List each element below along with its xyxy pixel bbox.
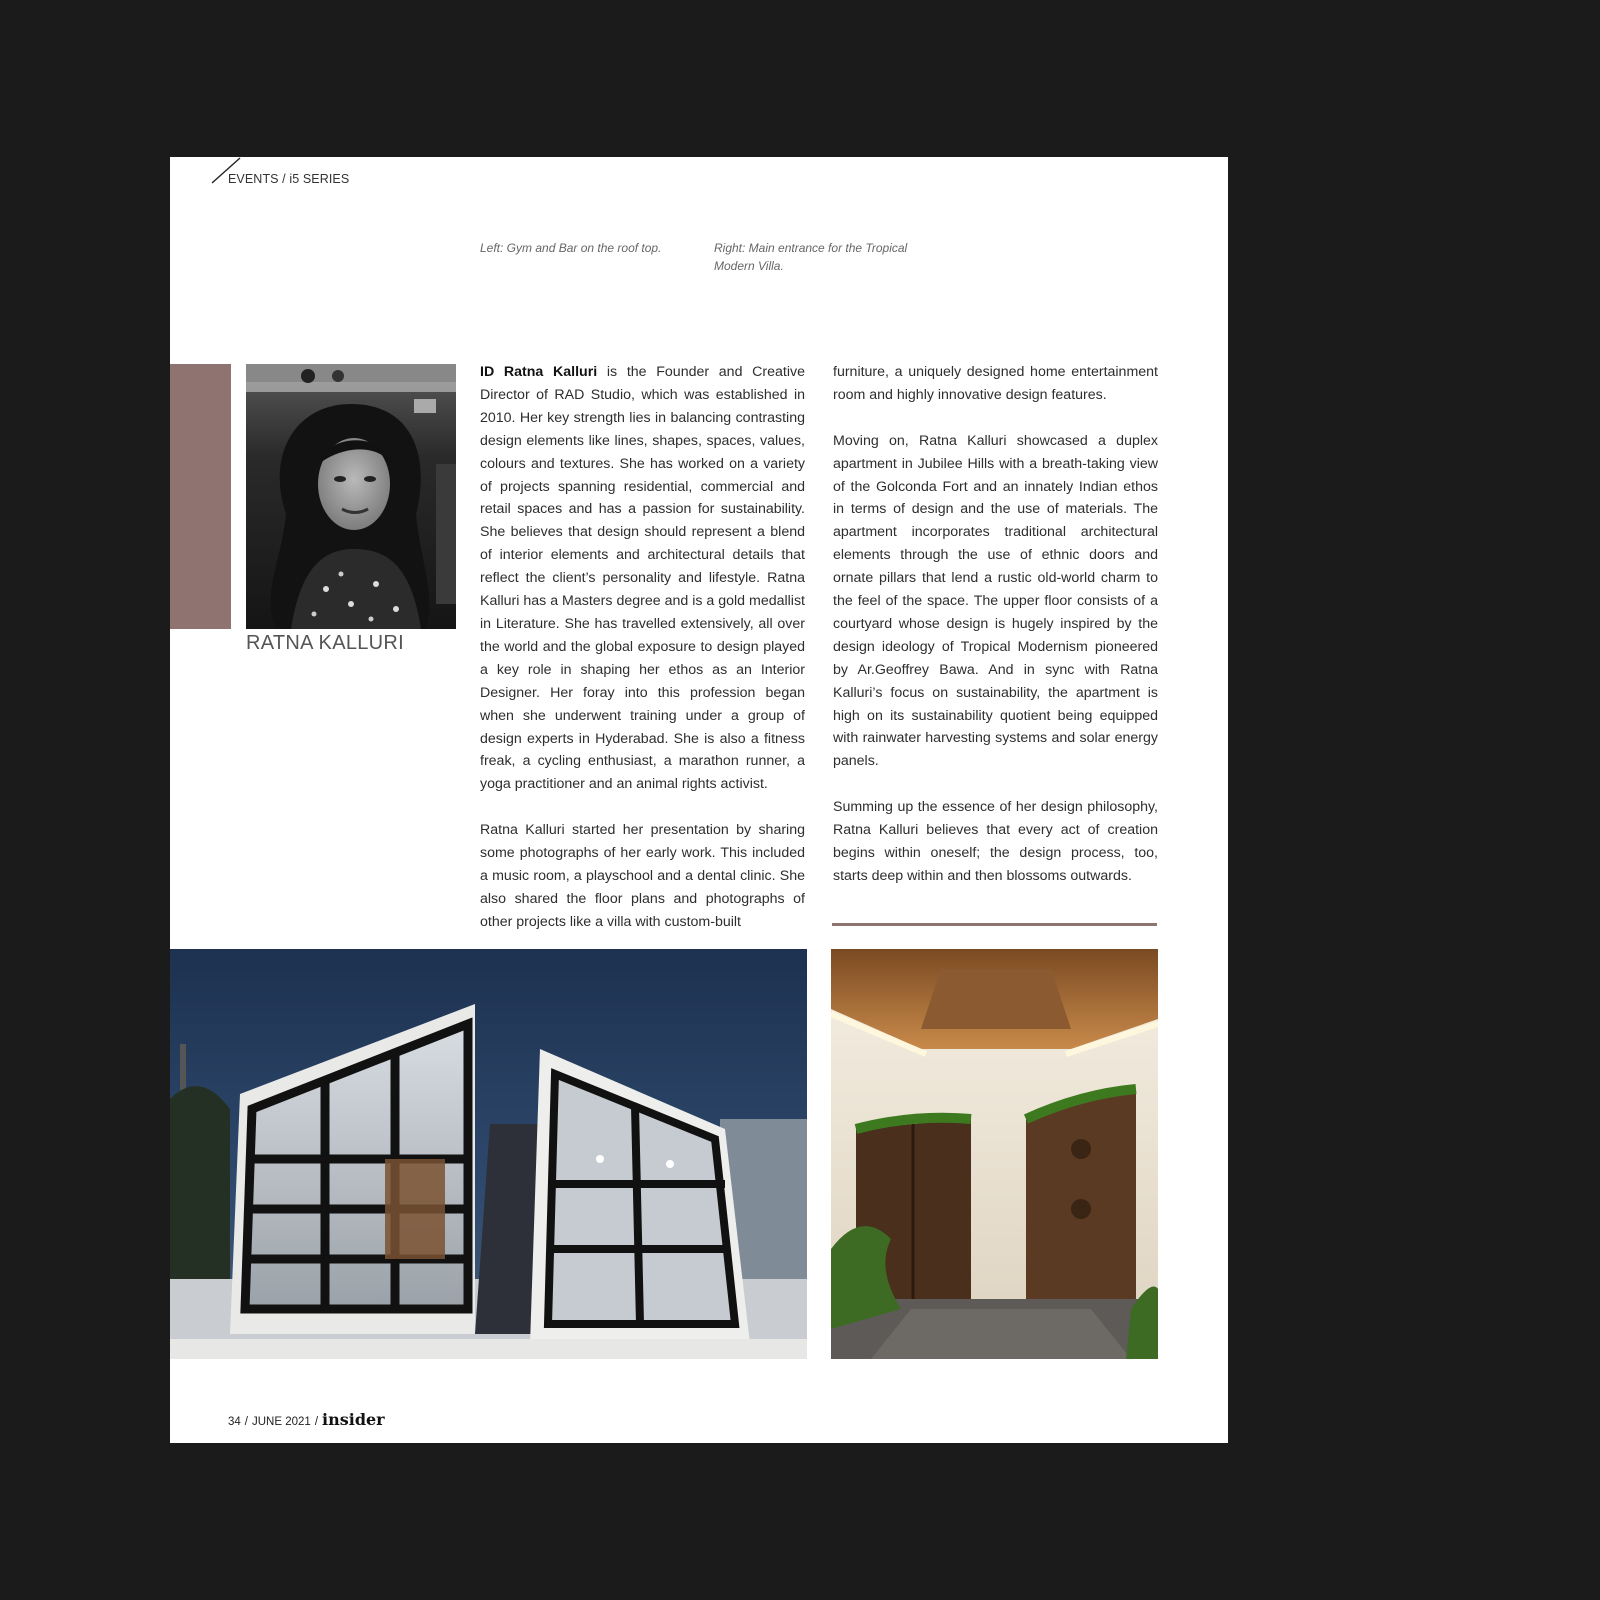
article-paragraph: Ratna Kalluri started her presentation by sharing some photographs of her early work. This included a music room, a playschool and a dental clinic. She also shared the floor plans and photographs of other projects like a villa with custom-built <box>480 822 805 930</box>
article-paragraph <box>480 361 805 796</box>
end-rule <box>832 923 1157 926</box>
article-lead-text: is the Founder and Creative Director of RAD Studio, which was established in 2010. Her key strength lies in balancing contrasting design elements like lines, shapes, spaces, values, colours and textures. She has worked on a variety of projects spanning residential, commercial and retail spaces and has a passion for sustainability. She believes that design should represent a blend of interior elements and architectural details that reflect the client’s personality and lifestyle. Ratna Kalluri has a Masters degree and is a gold medallist in Literature. She has travelled extensively, all over the world and the global exposure to design played a key role in shaping her ethos as an Interior Designer. Her foray into this profession began when she underwent training under a group of design experts in Hyderabad. She is also a fitness freak, a cycling enthusiast, a marathon runner, a yoga practitioner and an animal rights activist. <box>480 364 805 793</box>
rooftop-gym-bar-photo <box>170 949 807 1359</box>
article-paragraph: Moving on, Ratna Kalluri showcased a duplex apartment in Jubilee Hills with a breath-taking view of the Golconda Fort and an innately Indian ethos in terms of design and the use of materials. The apartment incorporates traditional architectural elements through the use of ethnic doors and ornate pillars that lend a rustic old-world charm to the feel of the space. The upper floor consists of a courtyard whose design is hugely inspired by the design ideology of Tropical Modernism pioneered by Ar.Geoffrey Bawa. And in sync with Ratna Kalluri’s focus on sustainability, the apartment is high on its sustainability quotient being equipped with rainwater harvesting systems and solar energy panels. <box>833 432 1158 770</box>
section-label: EVENTS / i5 SERIES <box>228 172 350 186</box>
main-entrance-photo <box>831 949 1158 1359</box>
issue-date: JUNE 2021 <box>252 1416 311 1428</box>
magazine-brand: insider <box>322 1410 385 1429</box>
page-footer: 34 / JUNE 2021 / insider <box>228 1410 385 1429</box>
article-column-2 <box>833 361 1158 911</box>
page-number: 34 <box>228 1416 241 1428</box>
accent-bar <box>170 364 231 629</box>
caption-right: Right: Main entrance for the Tropical Modern Villa. <box>714 241 908 273</box>
article-paragraph: furniture, a uniquely designed home entertainment room and highly innovative design features. <box>833 364 1158 403</box>
caption-left: Left: Gym and Bar on the roof top. <box>480 241 662 255</box>
article-paragraph: Summing up the essence of her design philosophy, Ratna Kalluri believes that every act of creation begins within oneself; the design process, too, starts deep within and then blossoms outwards. <box>833 799 1158 884</box>
article-column-1 <box>480 361 805 957</box>
magazine-page <box>170 157 1228 1443</box>
article-lead-name: ID Ratna Kalluri <box>480 364 598 380</box>
profile-name: RATNA KALLURI <box>246 632 405 654</box>
portrait-photo <box>246 364 456 629</box>
